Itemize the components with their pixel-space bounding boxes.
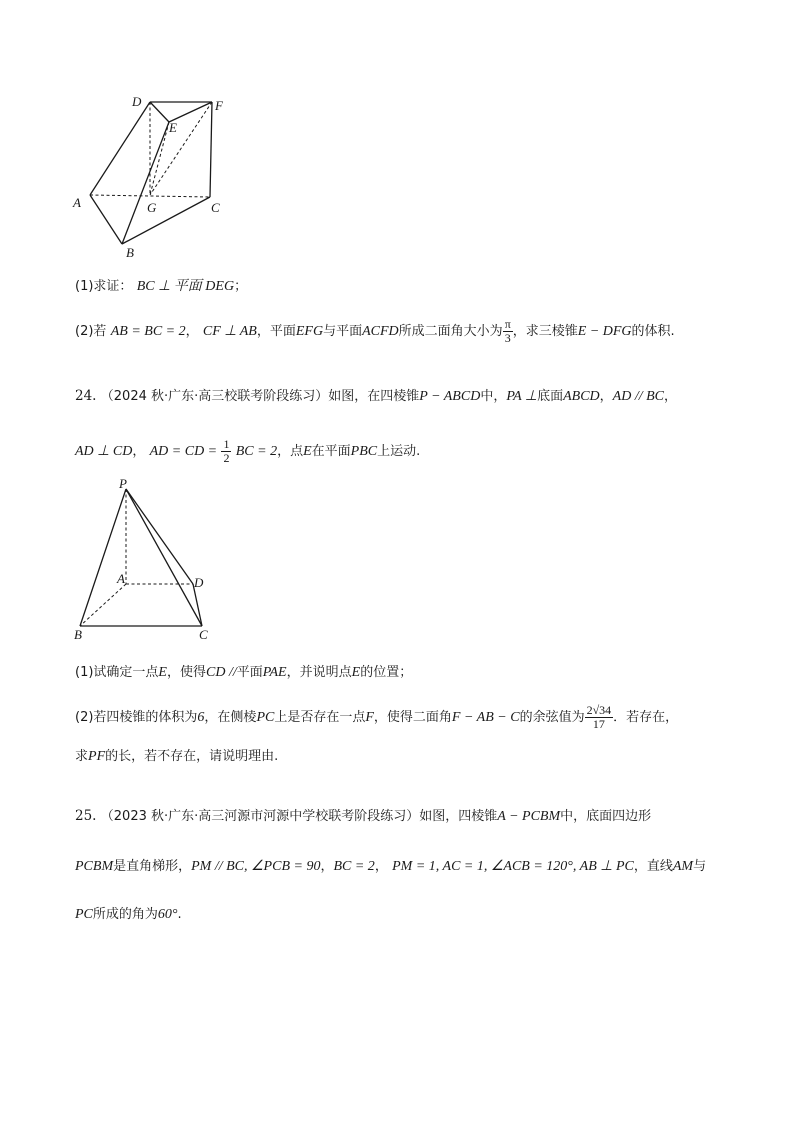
label-G: G [147,200,157,215]
figure-pyramid [65,474,225,644]
label-C: C [199,627,208,642]
q23-part1: (1)求证： BC ⊥ 平面 DEG； [75,279,248,294]
label-B: B [126,245,134,260]
label-F: F [215,98,223,113]
figure-polyhedron [65,92,235,262]
label-D: D [194,575,204,590]
fraction-pi-over-3: $\frac{\pi}{3}$ [504,317,511,345]
q25-stem-line2: PCBM是直角梯形，PM // BC, ∠PCB = 90，BC = 2， PM = 1, AC = 1, ∠ACB = 120°, AB ⊥ PC，直线AM与 [75,859,707,874]
label-C: C [211,200,220,215]
label-A: A [117,571,125,586]
q24-stem-line1: 24. （2024 秋·广东·高三校联考阶段练习）如图，在四棱锥P − ABCD中，PA ⊥底面ABCD，AD // BC， [75,388,678,404]
label-B: B [74,627,82,642]
label-D: D [132,94,142,109]
q24-part2-cont: 求PF的长，若不存在，请说明理由. [75,749,279,764]
fraction-one-half: $\frac{1}{2}$ [223,437,230,465]
label-P: P [119,476,127,491]
q24-stem-line2: AD ⊥ CD， AD = CD = $\frac{1}{2}$ BC = 2，点E在平面PBC上运动. [75,437,421,465]
q24-part1: (1)试确定一点E，使得CD //平面PAE，并说明点E的位置； [75,665,413,680]
q23-part2: (2)若 AB = BC = 2， CF ⊥ AB，平面EFG与平面ACFD所成二面角大小为 $\frac{\pi}{3}$ ，求三棱锥E − DFG的体积. [75,317,675,345]
fraction-cosine-value: $\frac{2√34}{17}$ [586,703,612,731]
q24-part2: (2)若四棱锥的体积为6，在侧棱PC上是否存在一点F，使得二面角F − AB − C的余弦值为 $\frac{2√34}{17}$ ．若存在， [75,703,679,731]
q25-stem-line1: 25. （2023 秋·广东·高三河源市河源中学校联考阶段练习）如图，四棱锥A − PCBM中，底面四边形 [75,808,652,824]
label-E: E [169,120,177,135]
label-A: A [73,195,81,210]
q25-stem-line3: PC所成的角为60°. [75,907,182,922]
